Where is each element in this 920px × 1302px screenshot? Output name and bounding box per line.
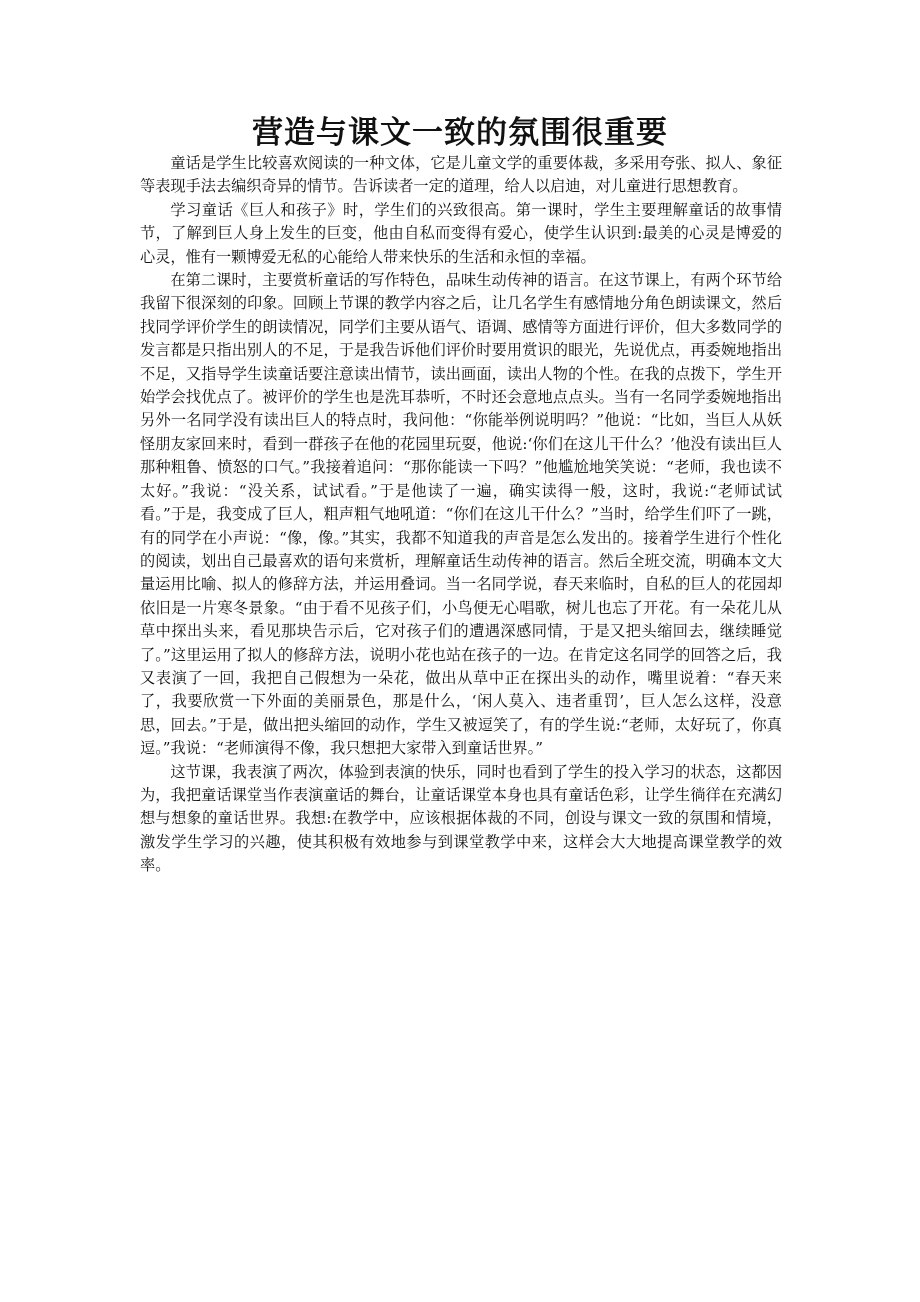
paragraph-2: 学习童话《巨人和孩子》时，学生们的兴致很高。第一课时，学生主要理解童话的故事情节，了解到巨人身上发生的巨变，他由自私而变得有爱心，使学生认识到:最美的心灵是博爱的心灵，惟有一颗博爱无私的心能给人带来快乐的生活和永恒的幸福。 <box>140 200 782 266</box>
paragraph-3: 在第二课时，主要赏析童话的写作特色，品味生动传神的语言。在这节课上，有两个环节给我留下很深刻的印象。回顾上节课的教学内容之后，让几名学生有感情地分角色朗读课文，然后找同学评价学生的朗读情况，同学们主要从语气、语调、感情等方面进行评价，但大多数同学的发言都是只指出别人的不足，于是我告诉他们评价时要用赏识的眼光，先说优点，再委婉地指出不足，又指导学生读童话要注意读出情节，读出画面，读出人物的个性。在我的点拨下，学生开始学会找优点了。被评价的学生也是洗耳恭听，不时还会意地点点头。当有一名同学委婉地指出另外一名同学没有读出巨人的特点时，我问他：“你能举例说明吗？”他说：“比如，当巨人从妖怪朋友家回来时，看到一群孩子在他的花园里玩耍，他说:‘你们在这儿干什么？’他没有读出巨人那种粗鲁、愤怒的口气。”我接着追问：“那你能读一下吗？”他尴尬地笑笑说：“老师，我也读不太好。”我说：“没关系，试试看。”于是他读了一遍，确实读得一般，这时，我说:“老师试试看。”于是，我变成了巨人，粗声粗气地吼道：“你们在这儿干什么？”当时，给学生们吓了一跳，有的同学在小声说：“像，像。”其实，我都不知道我的声音是怎么发出的。接着学生进行个性化的阅读，划出自己最喜欢的语句来赏析，理解童话生动传神的语言。然后全班交流，明确本文大量运用比喻、拟人的修辞方法，并运用叠词。当一名同学说，春天来临时，自私的巨人的花园却依旧是一片寒冬景象。“由于看不见孩子们，小鸟便无心唱歌，树儿也忘了开花。有一朵花儿从草中探出头来，看见那块告示后，它对孩子们的遭遇深感同情，于是又把头缩回去，继续睡觉了。”这里运用了拟人的修辞方法，说明小花也站在孩子的一边。在肯定这名同学的回答之后，我又表演了一回，我把自己假想为一朵花，做出从草中正在探出头的动作，嘴里说着：“春天来了，我要欣赏一下外面的美丽景色，那是什么，‘闲人莫入、违者重罚’，巨人怎么这样，没意思，回去。”于是，做出把头缩回的动作，学生又被逗笑了，有的学生说:“老师，太好玩了，你真逗。”我说：“老师演得不像，我只想把大家带入到童话世界。” <box>140 271 782 758</box>
paragraph-1: 童话是学生比较喜欢阅读的一种文体，它是儿童文学的重要体裁，多采用夸张、拟人、象征等表现手法去编织奇异的情节。告诉读者一定的道理，给人以启迪，对儿童进行思想教育。 <box>140 154 782 196</box>
document-title: 营造与课文一致的氛围很重要 <box>252 115 668 151</box>
paragraph-4: 这节课，我表演了两次，体验到表演的快乐，同时也看到了学生的投入学习的状态，这都因为，我把童话课堂当作表演童话的舞台，让童话课堂本身也具有童话色彩，让学生徜徉在充满幻想与想象的童话世界。我想:在教学中，应该根据体裁的不同，创设与课文一致的氛围和情境，激发学生学习的兴趣，使其积极有效地参与到课堂教学中来，这样会大大地提高课堂教学的效率。 <box>140 762 782 875</box>
document-body <box>140 152 782 878</box>
